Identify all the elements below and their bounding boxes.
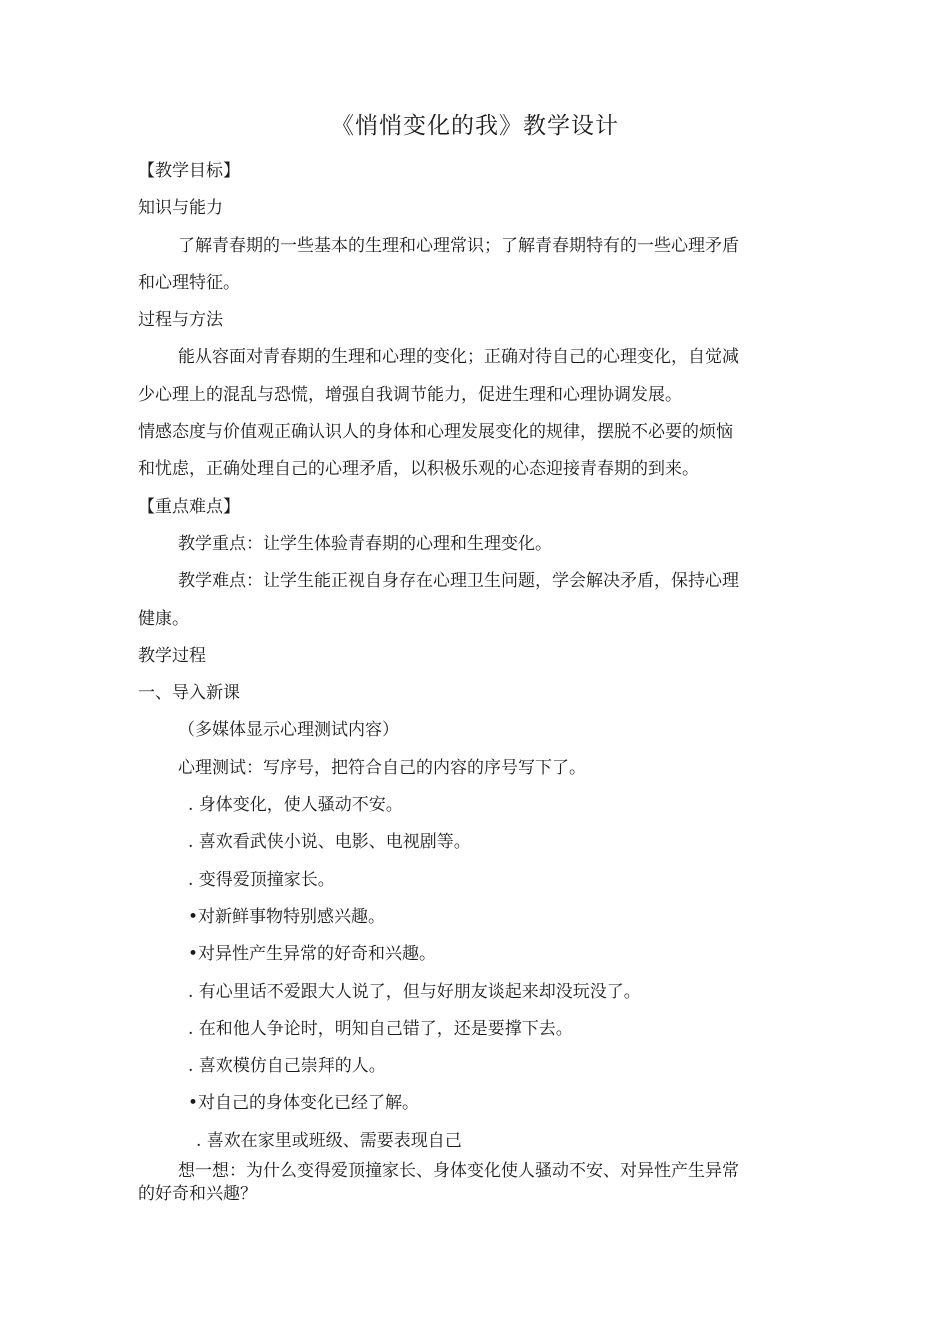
paragraph-line: 健康。 bbox=[138, 608, 189, 629]
document-body bbox=[138, 153, 812, 1206]
paragraph-line: 的好奇和兴趣？ bbox=[138, 1184, 257, 1205]
paragraph-line: 能从容面对青春期的生理和心理的变化；正确对待自己的心理变化，自觉减 bbox=[178, 347, 739, 368]
list-item: •对新鲜事物特别感兴趣。 bbox=[188, 906, 386, 927]
subheading-teaching-process: 教学过程 bbox=[138, 645, 206, 666]
section-heading-objectives: 【教学目标】 bbox=[138, 161, 240, 181]
paragraph-line: 少心理上的混乱与恐慌，增强自我调节能力，促进生理和心理协调发展。 bbox=[138, 384, 682, 405]
subheading-process: 过程与方法 bbox=[138, 310, 223, 331]
document-title: 《悄悄变化的我》教学设计 bbox=[331, 113, 619, 139]
subheading-knowledge: 知识与能力 bbox=[138, 198, 223, 219]
list-item: . 喜欢模仿自己崇拜的人。 bbox=[188, 1056, 386, 1077]
list-item: . 喜欢在家里或班级、需要表现自己 bbox=[196, 1130, 462, 1151]
list-item: •对自己的身体变化已经了解。 bbox=[188, 1093, 420, 1114]
list-item: . 喜欢看武侠小说、电影、电视剧等。 bbox=[188, 832, 471, 853]
section-heading-keypoints: 【重点难点】 bbox=[138, 496, 240, 517]
list-item: . 变得爱顶撞家长。 bbox=[188, 869, 335, 890]
list-item: •对异性产生异常的好奇和兴趣。 bbox=[188, 944, 437, 965]
paragraph-line: （多媒体显示心理测试内容） bbox=[178, 720, 399, 741]
paragraph-line: 和心理特征。 bbox=[138, 272, 240, 293]
subheading-intro: 一、导入新课 bbox=[138, 683, 240, 704]
list-item: . 有心里话不爱跟大人说了，但与好朋友谈起来却没玩没了。 bbox=[188, 981, 641, 1002]
paragraph-line: 教学重点：让学生体验青春期的心理和生理变化。 bbox=[178, 533, 552, 554]
paragraph-line: 想一想：为什么变得爱顶撞家长、身体变化使人骚动不安、对异性产生异常 bbox=[178, 1161, 739, 1182]
list-item: . 身体变化，使人骚动不安。 bbox=[188, 795, 403, 816]
paragraph-line: 心理测试：写序号，把符合自己的内容的序号写下了。 bbox=[178, 757, 586, 778]
paragraph-line: 情感态度与价值观正确认识人的身体和心理发展变化的规律，摆脱不必要的烦恼 bbox=[138, 422, 733, 443]
paragraph-line: 教学难点：让学生能正视自身存在心理卫生问题，学会解决矛盾，保持心理 bbox=[178, 571, 739, 592]
paragraph-line: 和忧虑，正确处理自己的心理矛盾，以积极乐观的心态迎接青春期的到来。 bbox=[138, 459, 699, 480]
paragraph-line: 了解青春期的一些基本的生理和心理常识；了解青春期特有的一些心理矛盾 bbox=[178, 235, 739, 256]
list-item: . 在和他人争论时，明知自己错了，还是要撑下去。 bbox=[188, 1018, 573, 1039]
